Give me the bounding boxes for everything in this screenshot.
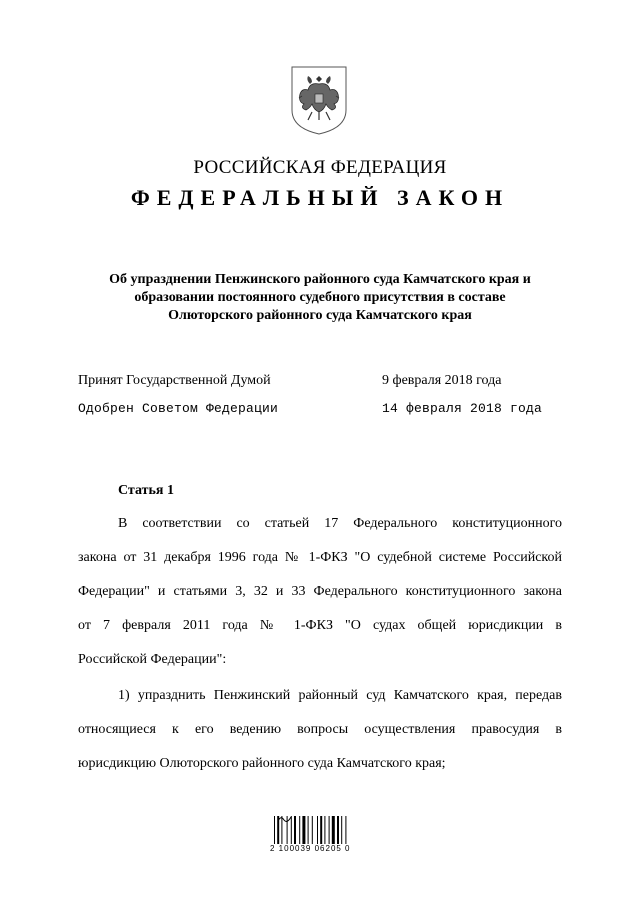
paragraph-line: от 7 февраля 2011 года № 1-ФКЗ "О судах общей юрисдикции в [78, 618, 562, 633]
barcode-bar [274, 816, 275, 844]
barcode-bar [281, 816, 282, 844]
barcode-bar [277, 816, 279, 844]
date-value: 9 февраля 2018 года [382, 373, 502, 388]
barcode-bar [337, 816, 339, 844]
paragraph-line: относящиеся к его ведению вопросы осуществления правосудия в [78, 722, 562, 737]
date-row-federation-council [78, 401, 558, 429]
law-title-line: Об упразднении Пенжинского районного суда Камчатского края и [109, 272, 531, 287]
barcode-bar [312, 816, 313, 844]
barcode-bar [320, 816, 322, 844]
barcode-bar [345, 816, 346, 844]
barcode-bar [287, 816, 288, 844]
barcode-bar [324, 816, 325, 844]
double-headed-eagle-icon [288, 64, 350, 136]
article-heading: Статья 1 [118, 483, 174, 498]
date-value: 14 февраля 2018 года [382, 401, 543, 416]
barcode-bar [294, 816, 296, 844]
paragraph-line: 1) упразднить Пенжинский районный суд Камчатского края, передав [118, 688, 562, 703]
adoption-dates [78, 373, 558, 429]
paragraph-line: юрисдикцию Олюторского районного суда Камчатского края; [78, 756, 446, 771]
paragraph-line: Федерации" и статьями 3, 32 и 33 Федерального конституционного закона [78, 584, 562, 599]
law-title-line: Олюторского районного суда Камчатского края [168, 308, 472, 323]
law-title-line: образовании постоянного судебного присутствия в составе [134, 290, 506, 305]
barcode-bar [332, 816, 335, 844]
article-paragraph-2 [78, 679, 562, 781]
barcode-bar [329, 816, 330, 844]
paragraph-line: закона от 31 декабря 1996 года № 1-ФКЗ "О судебной системе Российской [78, 550, 562, 565]
article-paragraph-1 [78, 507, 562, 677]
law-title [60, 271, 580, 325]
barcode-bar [308, 816, 309, 844]
country-heading: РОССИЙСКАЯ ФЕДЕРАЦИЯ [193, 157, 447, 178]
barcode-bar [317, 816, 318, 844]
barcode-bar [341, 816, 342, 844]
barcode-icon [272, 816, 360, 846]
barcode [272, 816, 360, 846]
barcode-bar [291, 816, 292, 844]
document-type-heading: ФЕДЕРАЛЬНЫЙ ЗАКОН [130, 185, 510, 210]
paragraph-line: В соответствии со статьей 17 Федерального конституционного [118, 516, 562, 531]
date-label: Принят Государственной Думой [78, 373, 271, 388]
coat-of-arms-emblem [288, 64, 350, 136]
barcode-bar [302, 816, 305, 844]
paragraph-line: Российской Федерации": [78, 652, 227, 667]
date-row-duma [78, 373, 558, 401]
barcode-number: 2 100039 06205 0 [270, 844, 351, 853]
date-label: Одобрен Советом Федерации [78, 401, 279, 416]
barcode-bar [299, 816, 300, 844]
